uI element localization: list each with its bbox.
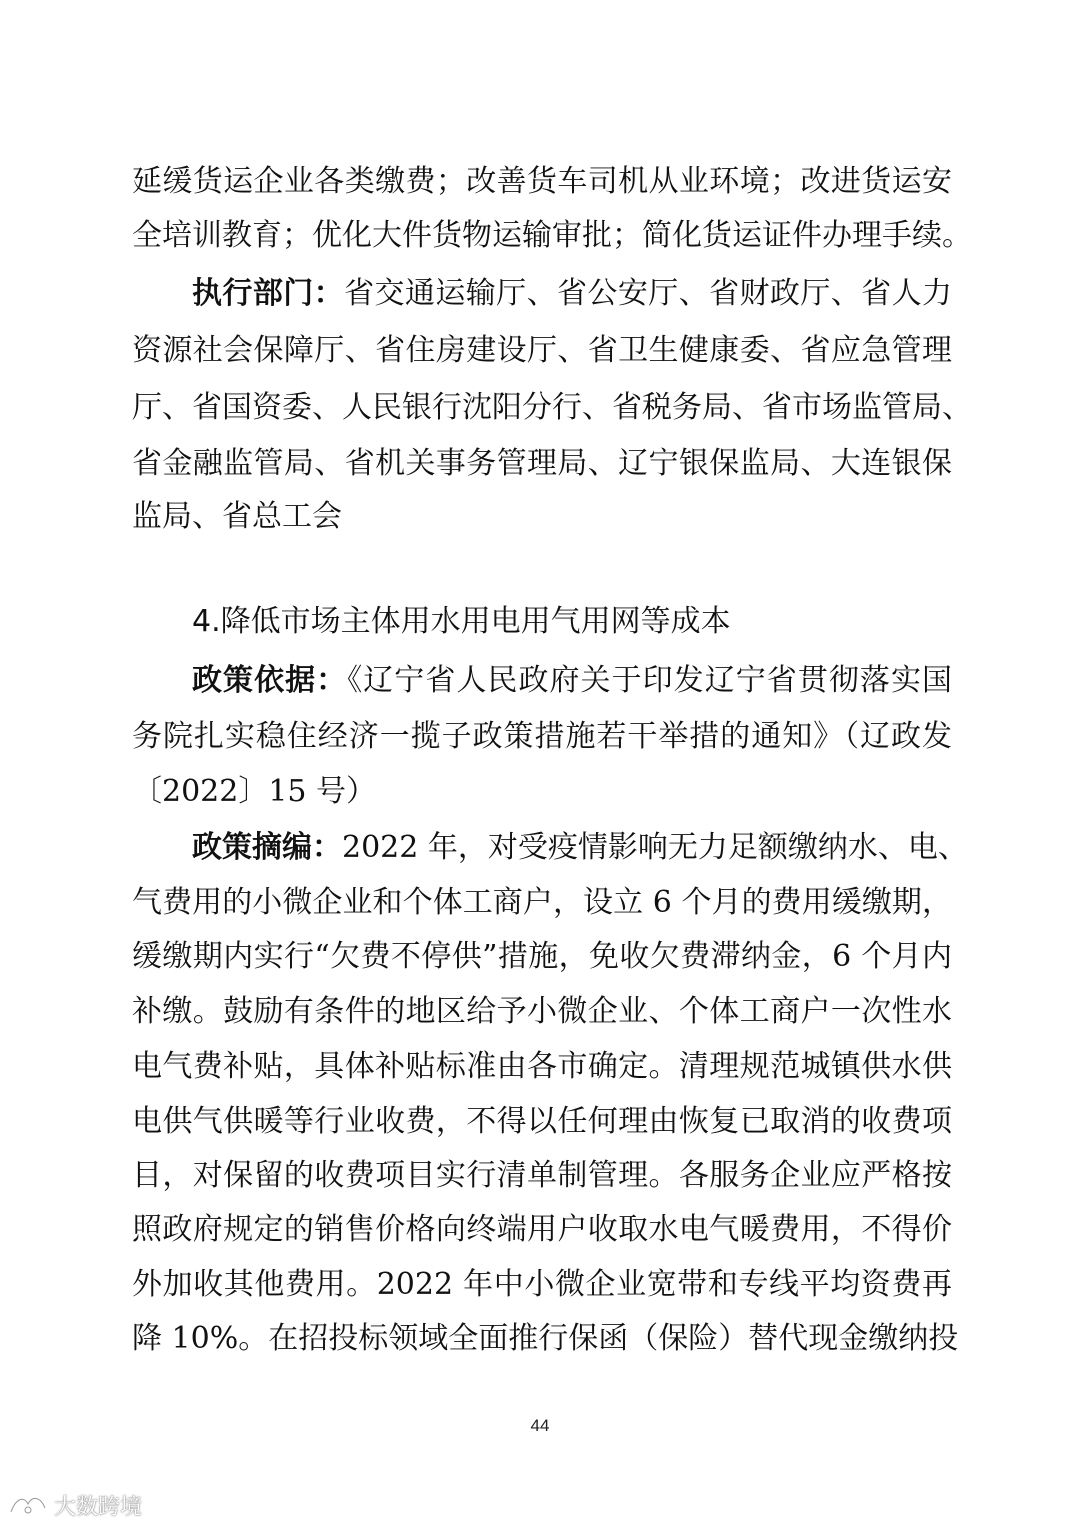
exec-line-5: 监局、省总工会 [132,499,342,534]
summary-line-3: 缓缴期内实行“欠费不停供”措施，免收欠费滞纳金，6 个月内 [132,939,952,974]
summary-line-9: 外加收其他费用。2022 年中小微企业宽带和专线平均资费再 [132,1267,952,1302]
exec-line-3: 厅、省国资委、人民银行沈阳分行、省税务局、省市场监管局、 [132,390,972,425]
summary-label: 政策摘编： [192,830,342,865]
exec-paragraph-line-1 [192,274,952,314]
bird-logo-icon [8,1492,48,1518]
body-line-1: 延缓货运企业各类缴费；改善货车司机从业环境；改进货运安 [132,164,952,199]
exec-line-2: 资源社会保障厅、省住房建设厅、省卫生健康委、省应急管理 [132,333,952,368]
basis-line-1 [192,661,952,701]
body-line-2: 全培训教育；优化大件货物运输审批；简化货运证件办理手续。 [132,218,972,253]
basis-label: 政策依据： [192,663,348,698]
summary-line-2: 气费用的小微企业和个体工商户，设立 6 个月的费用缓缴期， [132,885,952,920]
exec-label: 执行部门： [192,276,345,311]
watermark-text: 大数跨境 [54,1494,143,1520]
section-heading: 4.降低市场主体用水用电用气用网等成本 [192,604,731,639]
page-number: 44 [530,1416,550,1435]
summary-line-10: 降 10%。在招投标领域全面推行保函（保险）替代现金缴纳投 [132,1321,959,1356]
summary-line-6: 电供气供暖等行业收费，不得以任何理由恢复已取消的收费项 [132,1104,952,1139]
summary-line-7: 目，对保留的收费项目实行清单制管理。各服务企业应严格按 [132,1158,952,1193]
summary-line-5: 电气费补贴，具体补贴标准由各市确定。清理规范城镇供水供 [132,1049,952,1084]
summary-line-4: 补缴。鼓励有条件的地区给予小微企业、个体工商户一次性水 [132,994,952,1029]
summary-line-1 [192,828,968,868]
exec-text-1: 省交通运输厅、省公安厅、省财政厅、省人力 [344,276,953,311]
summary-text-1: 2022 年，对受疫情影响无力足额缴纳水、电、 [342,830,968,865]
basis-text-1: 《辽宁省人民政府关于印发辽宁省贯彻落实国 [347,663,953,698]
basis-line-3: 〔2022〕15 号） [132,774,377,809]
exec-line-4: 省金融监管局、省机关事务管理局、辽宁银保监局、大连银保 [132,446,952,481]
watermark [8,1490,142,1520]
summary-line-8: 照政府规定的销售价格向终端用户收取水电气暖费用，不得价 [132,1212,952,1247]
basis-line-2: 务院扎实稳住经济一揽子政策措施若干举措的通知》（辽政发 [132,719,952,754]
